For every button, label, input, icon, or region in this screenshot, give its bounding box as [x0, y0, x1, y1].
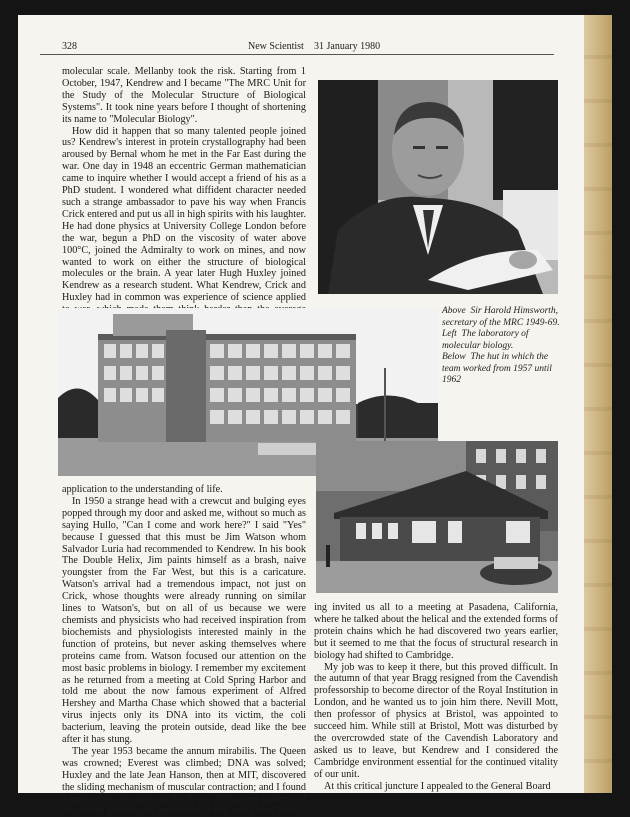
publication-name: New Scientist: [248, 41, 304, 52]
issue-date: 31 January 1980: [314, 41, 381, 52]
article-text-bottom-right: [314, 602, 558, 793]
photo-caption: [442, 306, 560, 387]
paragraph: ing invited us all to a meeting at Pasadena, California, where he talked about the helical and the extended forms of protein chains which he had discovered two years earlier, but it seemed to me that the focus of structural research in biology had shifted to Cambridge.: [314, 602, 558, 661]
paragraph: How did it happen that so many talented people joined us? Kendrew's interest in protein crystallography had been aroused by Bernal whom he met in the Far East during the war. One day in 1948 an eccentric German mathematician came to inquire whether I would accept a friend of his as a PhD student. I wondered what diffident character needed such a strange ambassador to pave his way when Francis Crick entered and put us all in high spirits with his laughter. He had done physics at University College London before the war, begun a PhD on the viscosity of water above 100°C, joined the Admiralty to work on mines, and now wanted to work on either the structure of biological molecules or the brain. A year later Hugh Huxley joined Kendrew as a research student. What Kendrew, Crick and Huxley had in common was experience of science applied: [62, 125, 306, 304]
binding-tape: [584, 15, 612, 793]
paragraph: At this critical juncture I appealed to the General Board: [324, 780, 551, 792]
paragraph: molecular scale. Mellanby took the risk. Starting from 1 October, 1947, Kendrew and I became "The MRC Unit for the Study of the Molecular Structure of Biological Systems". It took nine years before I thought of shortening its name to "Molecular Biology".: [62, 66, 306, 125]
paragraph: My job was to keep it there, but this proved difficult. In the autumn of that year Bragg resigned from the Cavendish professorship to become director of the Royal Institution in London, and he wanted us to join him there. Nevill Mott, then professor of physics at Bristol, was appointed to succeed him. While still at Bristol, Mott was disturbed by the overcrowded state of the Cavendish Laboratory and asked us to leave, but Kendrew and I considered the Cambridge environment essential for the continued vitality of our unit.: [314, 661, 558, 780]
caption-label: Above: [442, 306, 466, 316]
caption-text: Sir Harold Himsworth, secretary of the MRC 1949-69.: [442, 306, 560, 328]
header-rule: [40, 54, 554, 55]
caption-label: Left: [442, 329, 457, 339]
caption-label: Below: [442, 352, 466, 362]
paragraph: In 1950 a strange head with a crewcut and bulging eyes popped through my door and asked me, without so much as saying Hullo, "Can I come and work here?" I said "Yes" because I guessed that this must be Jim Watson whom Salvador Luria had recommended to Kendrew. In his book The Double Helix, Jim paints himself as a brash, naive youngster from the Far West, but this is a caricature. Watson's arrival had a tremendous impact, not just on Crick, whose thoughts were already running on similar lines to Watson's, but on all of us because we were chemists and physicists who had received inspiration from biochemists and physiologists interested mainly in the function of proteins, but never asking themselves where proteins came from. Watson focused our attention on the most basic problems in biology. I remember my excitement as he returned from a meeting at Cold Spring Harbor and told me about the now famous experiment of Alfred Hershey and Martha Chase which showed that a bacterial virus injects only its DNA into its victim, the coli bacterium, leaving the protein outside, dead like the bee after it has stung.: [62, 495, 306, 746]
hut-photo: [316, 441, 558, 593]
page-number: 328: [62, 41, 77, 52]
caption-text: The laboratory of molecular biology.: [442, 329, 529, 351]
article-text-top: [62, 66, 306, 340]
paragraph: The year 1953 became the annum mirabilis. The Queen was crowned; Everest was climbed; DNA was solved; Huxley and the late Jean Hanson, then at MIT, discovered the sliding mechanism of muscular contraction; and I found a method of decyphering the X-ray diffraction patterns of crystalline proteins. In September of that year Linus Paul-: [62, 745, 306, 817]
article-text-bottom-left: [62, 484, 306, 817]
portrait-photo: [318, 80, 558, 294]
caption-text: The hut in which the team worked from 1957 until 1962: [442, 352, 552, 385]
paragraph: application to the understanding of life.: [62, 484, 223, 495]
